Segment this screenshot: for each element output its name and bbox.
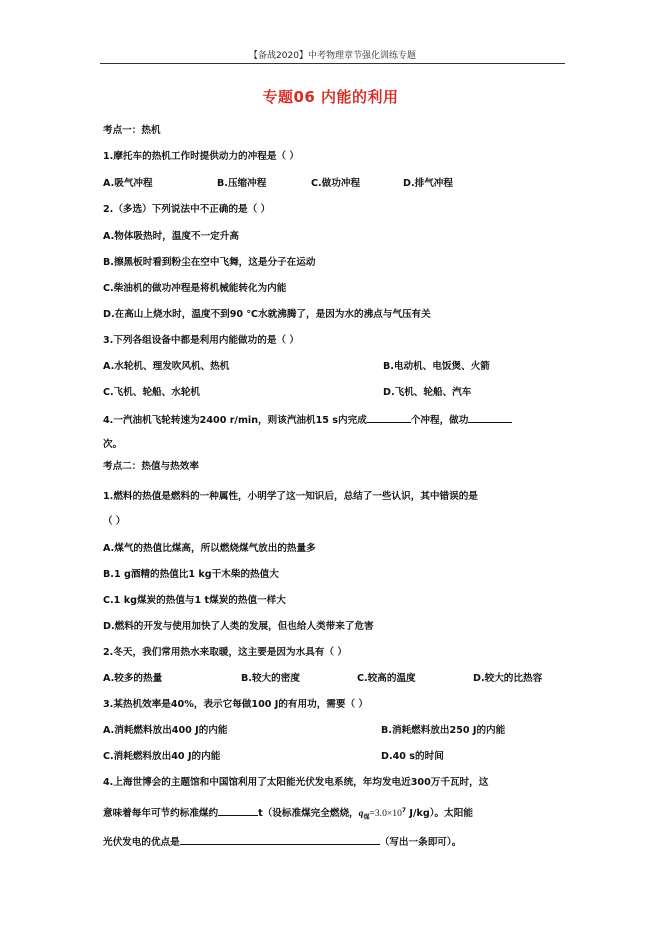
question-8-text-6: （写出一条即可）。 bbox=[379, 837, 462, 848]
question-1-option-d: D.排气冲程 bbox=[403, 178, 453, 189]
question-5-stem-bracket: （ ） bbox=[103, 516, 126, 527]
question-6-stem: 2.冬天，我们常用热水来取暖，这主要是因为水具有（ ） bbox=[103, 647, 347, 658]
question-7-option-a: A.消耗燃料放出400 J的内能 bbox=[103, 725, 228, 736]
question-7-option-d: D.40 s的时间 bbox=[381, 751, 444, 762]
question-8-text-2: 意味着每年可节约标准煤约 bbox=[103, 808, 219, 820]
question-1-stem: 1.摩托车的热机工作时提供动力的冲程是（ ） bbox=[103, 151, 299, 162]
page-header: 【备战2020】中考物理章节强化训练专题 bbox=[249, 51, 416, 61]
question-7-stem: 3.某热机效率是40%，表示它每做100 J的有用功，需要（ ） bbox=[103, 699, 369, 710]
question-4-blank-work[interactable] bbox=[468, 412, 512, 423]
question-8-blank-advantage[interactable] bbox=[180, 834, 380, 845]
question-6-option-c: C.较高的温度 bbox=[357, 673, 416, 684]
heat-value-number: =3.0×10 bbox=[369, 808, 402, 820]
question-8-blank-coal[interactable] bbox=[218, 805, 258, 816]
question-3-option-d: D.飞机、轮船、汽车 bbox=[383, 387, 472, 398]
question-4-line-1 bbox=[103, 412, 512, 428]
question-2-option-d: D.在高山上烧水时，温度不到90 ℃水就沸腾了，是因为水的沸点与气压有关 bbox=[103, 309, 431, 320]
question-6-option-d: D.较大的比热容 bbox=[473, 673, 543, 684]
question-4-blank-strokes[interactable] bbox=[367, 412, 411, 423]
question-8-line-2 bbox=[103, 804, 473, 825]
question-4-text-1: 4.一汽油机飞轮转速为2400 r/min，则该汽油机15 s内完成 bbox=[103, 415, 367, 426]
question-4-line-2: 次。 bbox=[103, 439, 123, 450]
page-title: 专题06 内能的利用 bbox=[262, 88, 399, 106]
heat-value-subscript: 煤 bbox=[363, 814, 370, 822]
question-2-option-b: B.擦黑板时看到粉尘在空中飞舞，这是分子在运动 bbox=[103, 257, 316, 268]
question-2-stem: 2.（多选）下列说法中不正确的是（ ） bbox=[103, 204, 271, 215]
question-4-text-2: 个冲程，做功 bbox=[410, 415, 469, 426]
question-7-option-b: B.消耗燃料放出250 J的内能 bbox=[381, 725, 506, 736]
header-divider bbox=[100, 63, 565, 64]
question-1-option-b: B.压缩冲程 bbox=[217, 178, 267, 189]
question-3-option-a: A.水轮机、理发吹风机、热机 bbox=[103, 361, 230, 372]
question-3-option-c: C.飞机、轮船、水轮机 bbox=[103, 387, 201, 398]
question-5-stem: 1.燃料的热值是燃料的一种属性，小明学了这一知识后，总结了一些认识，其中错误的是 bbox=[103, 491, 478, 502]
question-8-line-1: 4.上海世博会的主题馆和中国馆利用了太阳能光伏发电系统，年均发电近300万千瓦时，这 bbox=[103, 777, 489, 788]
heat-value-exponent: 7 bbox=[401, 807, 407, 814]
question-5-option-d: D.燃料的开发与使用加快了人类的发展，但也给人类带来了危害 bbox=[103, 621, 374, 632]
section-heading-heat-engine: 考点一：热机 bbox=[103, 125, 161, 136]
question-5-option-a: A.煤气的热值比煤高，所以燃烧煤气放出的热量多 bbox=[103, 543, 316, 554]
question-6-option-b: B.较大的密度 bbox=[241, 673, 300, 684]
question-6-option-a: A.较多的热量 bbox=[103, 673, 163, 684]
section-heading-heat-value: 考点二：热值与热效率 bbox=[103, 461, 199, 472]
question-3-option-b: B.电动机、电饭煲、火箭 bbox=[383, 361, 490, 372]
question-1-option-c: C.做功冲程 bbox=[311, 178, 361, 189]
question-8-line-3 bbox=[103, 834, 461, 850]
question-5-option-c: C.1 kg煤炭的热值与1 t煤炭的热值一样大 bbox=[103, 595, 286, 606]
question-1-option-a: A.吸气冲程 bbox=[103, 178, 153, 189]
question-2-option-c: C.柴油机的做功冲程是将机械能转化为内能 bbox=[103, 283, 287, 294]
question-3-stem: 3.下列各组设备中都是利用内能做功的是（ ） bbox=[103, 335, 299, 346]
question-8-text-4: J/kg）。太阳能 bbox=[406, 808, 473, 820]
question-7-option-c: C.消耗燃料放出40 J的内能 bbox=[103, 751, 221, 762]
question-2-option-a: A.物体吸热时，温度不一定升高 bbox=[103, 231, 239, 242]
question-8-text-3: t（设标准煤完全燃烧， bbox=[258, 808, 359, 820]
heat-value-symbol: q bbox=[358, 808, 364, 820]
question-8-text-5: 光伏发电的优点是 bbox=[103, 837, 180, 848]
question-5-option-b: B.1 g酒精的热值比1 kg干木柴的热值大 bbox=[103, 569, 279, 580]
